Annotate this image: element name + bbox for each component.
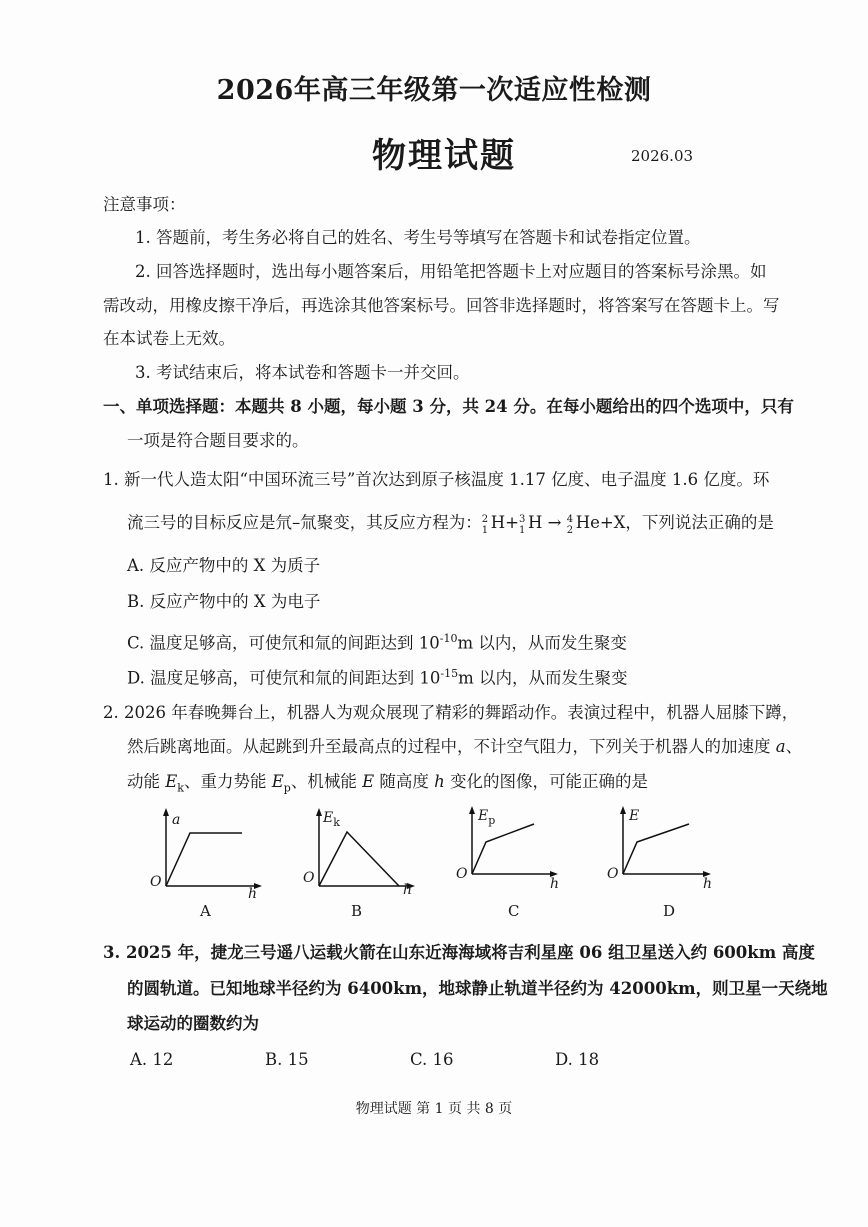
page-title: 2026年高三年级第一次适应性检测 — [216, 75, 652, 106]
notice-heading: 注意事项： — [103, 195, 186, 214]
q2-stem-line-2: 然后跳离地面。从起跳到升至最高点的过程中，不计空气阻力，下列关于机器人的加速度 a、 — [127, 737, 803, 756]
q1-option-d: D. 温度足够高，可使氘和氚的间距达到 $10^{-15}m$ 以内，从而发生聚变 — [127, 667, 628, 688]
graph-a-plot — [148, 808, 278, 918]
q3-option-c: C. 16 — [410, 1050, 454, 1069]
notice-item-3: 3. 考试结束后，将本试卷和答题卡一并交回。 — [135, 363, 470, 382]
nuclide-deuterium: 2 1 — [481, 514, 489, 536]
q1-option-b: B. 反应产物中的 X 为电子 — [127, 592, 321, 611]
graph-d-origin: O — [607, 866, 619, 882]
q2-stem-line-3: 动能 $E_k$、重力势能 $E_p$、机械能 E 随高度 h 变化的图像，可能正确的是 — [127, 772, 648, 795]
graph-a-label: A — [200, 902, 211, 920]
subject-title: 物理试题 — [372, 136, 516, 176]
notice-item-2-line-2: 需改动，用橡皮擦干净后，再选涂其他答案标号。回答非选择题时，将答案写在答题卡上。写 — [103, 296, 780, 315]
graph-a — [148, 808, 278, 918]
q3-option-b: B. 15 — [265, 1050, 309, 1069]
q3-stem-line-3: 球运动的圈数约为 — [127, 1014, 259, 1033]
graph-c-y-label: $E_p$ — [478, 808, 496, 827]
section-1-heading-line-1: 一、单项选择题：本题共 8 小题，每小题 3 分，共 24 分。在每小题给出的四个选项中，只有 — [103, 397, 794, 416]
q1-stem-text: 流三号的目标反应是氘–氚聚变，其反应方程为： — [127, 513, 482, 532]
graph-a-x-label: h — [248, 886, 258, 902]
graph-b-plot — [301, 808, 431, 918]
graph-a-origin: O — [150, 874, 162, 890]
q3-option-d: D. 18 — [555, 1050, 600, 1069]
graph-a-y-label: a — [172, 812, 181, 828]
q1-stem-tail: ，下列说法正确的是 — [625, 513, 774, 532]
graph-c — [454, 806, 584, 918]
exam-date: 2026.03 — [631, 147, 694, 165]
q3-option-a: A. 12 — [130, 1050, 174, 1069]
q3-stem-line-1: 3. 2025 年，捷龙三号遥八运载火箭在山东近海海域将吉利星座 06 组卫星送入约 600km 高度 — [103, 943, 815, 962]
q1-stem-line-2 — [127, 512, 774, 534]
nuclide-symbol: H → — [527, 513, 562, 532]
graph-b-x-label: h — [403, 882, 413, 898]
q2-stem-line-1: 2. 2026 年春晚舞台上，机器人为观众展现了精彩的舞蹈动作。表演过程中，机器人屈膝下蹲， — [103, 703, 799, 722]
graph-d-x-label: h — [703, 876, 713, 892]
graph-c-x-label: h — [550, 876, 560, 892]
graph-d-y-label: E — [629, 808, 640, 824]
graph-c-origin: O — [456, 866, 468, 882]
graph-c-label: C — [508, 902, 520, 920]
nuclide-helium: 4 2 — [566, 514, 574, 536]
q3-stem-line-2: 的圆轨道。已知地球半径约为 6400km，地球静止轨道半径约为 42000km，则卫星一天绕地 — [127, 979, 828, 998]
graph-b-origin: O — [303, 870, 315, 886]
graph-b — [301, 808, 431, 918]
section-1-heading-line-2: 一项是符合题目要求的。 — [127, 431, 309, 450]
graph-b-label: B — [351, 902, 363, 920]
q1-option-c: C. 温度足够高，可使氘和氚的间距达到 $10^{-10}m$ 以内，从而发生聚变 — [127, 632, 627, 653]
q1-stem-line-1: 1. 新一代人造太阳“中国环流三号”首次达到原子核温度 1.17 亿度、电子温度 1.6 亿度。环 — [103, 470, 770, 489]
nuclide-tritium: 3 1 — [518, 514, 526, 536]
notice-item-1: 1. 答题前，考生务必将自己的姓名、考生号等填写在答题卡和试卷指定位置。 — [135, 228, 701, 247]
nuclide-symbol: He+X — [575, 513, 626, 532]
notice-item-2-line-1: 2. 回答选择题时，选出每小题答案后，用铅笔把答题卡上对应题目的答案标号涂黑。如 — [135, 262, 767, 281]
notice-item-2-line-3: 在本试卷上无效。 — [103, 329, 235, 348]
nuclide-symbol: H+ — [490, 513, 519, 532]
page-footer: 物理试题 第 1 页 共 8 页 — [355, 1101, 513, 1117]
graph-d — [605, 806, 735, 918]
q1-option-a: A. 反应产物中的 X 为质子 — [127, 556, 321, 575]
graph-b-y-label: $E_k$ — [323, 810, 340, 829]
graph-d-label: D — [663, 902, 676, 920]
